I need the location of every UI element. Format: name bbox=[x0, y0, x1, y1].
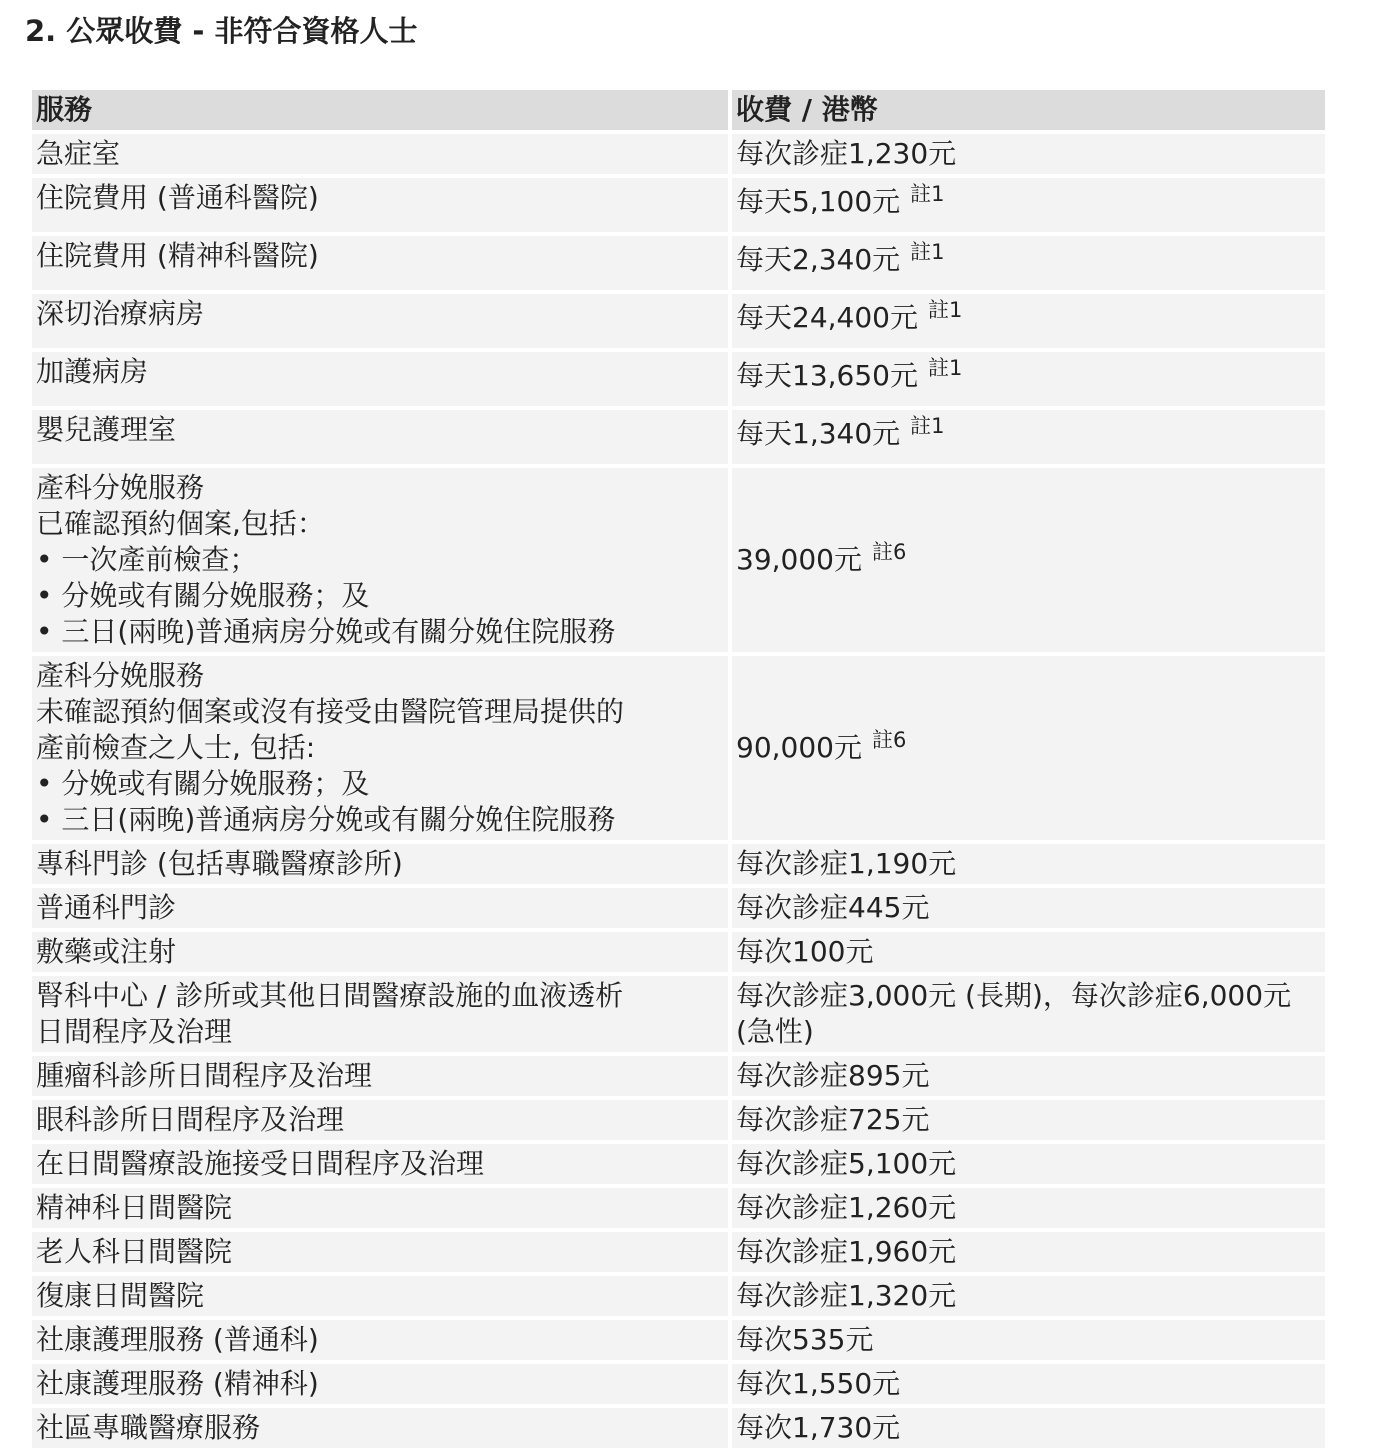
service-cell bbox=[32, 1056, 728, 1096]
service-cell bbox=[32, 932, 728, 972]
fee-cell bbox=[732, 178, 1325, 232]
fee-cell bbox=[732, 656, 1325, 840]
fee-cell bbox=[732, 352, 1325, 406]
table-body bbox=[32, 134, 1325, 1448]
service-cell bbox=[32, 844, 728, 884]
service-line: 社康護理服務 (精神科) bbox=[36, 1367, 319, 1400]
column-header-service: 服務 bbox=[32, 90, 728, 130]
table-row bbox=[32, 1364, 1325, 1404]
service-cell bbox=[32, 1408, 728, 1448]
footnote-marker: 註6 bbox=[871, 727, 907, 752]
fee-cell bbox=[732, 236, 1325, 290]
fee-value: 39,000元 bbox=[736, 543, 862, 576]
table-row bbox=[32, 134, 1325, 174]
service-line: 復康日間醫院 bbox=[36, 1279, 205, 1312]
service-cell bbox=[32, 1364, 728, 1404]
service-cell bbox=[32, 294, 728, 348]
service-line: 住院費用 (精神科醫院) bbox=[36, 239, 319, 272]
service-line: 社區專職醫療服務 bbox=[36, 1411, 261, 1444]
service-cell bbox=[32, 976, 728, 1052]
service-cell bbox=[32, 236, 728, 290]
service-line: 產科分娩服務 bbox=[36, 471, 205, 504]
service-cell bbox=[32, 888, 728, 928]
footnote-marker: 註6 bbox=[871, 539, 907, 564]
service-cell bbox=[32, 1320, 728, 1360]
service-line: • 三日(兩晚)普通病房分娩或有關分娩住院服務 bbox=[36, 615, 616, 648]
service-line: 嬰兒護理室 bbox=[36, 413, 177, 446]
fee-value: 每次1,730元 bbox=[736, 1411, 901, 1444]
fee-cell bbox=[732, 844, 1325, 884]
table-row bbox=[32, 1144, 1325, 1184]
service-line: 產前檢查之人士, 包括: bbox=[36, 731, 316, 764]
service-cell bbox=[32, 1276, 728, 1316]
table-row bbox=[32, 1232, 1325, 1272]
service-line: 住院費用 (普通科醫院) bbox=[36, 181, 319, 214]
footnote-marker: 註1 bbox=[927, 355, 963, 380]
fee-value: 每次診症3,000元 (長期)，每次診症6,000元 (急性) bbox=[736, 979, 1292, 1048]
fee-value: 每天2,340元 bbox=[736, 243, 901, 276]
service-cell bbox=[32, 134, 728, 174]
service-cell bbox=[32, 468, 728, 652]
table-row bbox=[32, 1100, 1325, 1140]
service-line: 專科門診 (包括專職醫療診所) bbox=[36, 847, 403, 880]
table-row bbox=[32, 1188, 1325, 1228]
table-row bbox=[32, 236, 1325, 290]
service-cell bbox=[32, 1188, 728, 1228]
table-row bbox=[32, 410, 1325, 464]
fee-cell bbox=[732, 294, 1325, 348]
footnote-marker: 註1 bbox=[927, 297, 963, 322]
fee-value: 每天1,340元 bbox=[736, 417, 901, 450]
fee-value: 每次診症895元 bbox=[736, 1059, 930, 1092]
footnote-marker: 註1 bbox=[910, 239, 945, 264]
fee-cell bbox=[732, 1364, 1325, 1404]
table-row bbox=[32, 468, 1325, 652]
service-cell bbox=[32, 656, 728, 840]
fee-value: 每次診症725元 bbox=[736, 1103, 930, 1136]
fee-cell bbox=[732, 888, 1325, 928]
service-cell bbox=[32, 1144, 728, 1184]
fee-cell bbox=[732, 932, 1325, 972]
service-line: 腎科中心 / 診所或其他日間醫療設施的血液透析 bbox=[36, 979, 624, 1012]
fee-cell bbox=[732, 468, 1325, 652]
fee-table bbox=[28, 86, 1329, 1452]
service-cell bbox=[32, 1100, 728, 1140]
fee-cell bbox=[732, 134, 1325, 174]
table-row bbox=[32, 1056, 1325, 1096]
fee-cell bbox=[732, 1320, 1325, 1360]
fee-value: 每次診症1,320元 bbox=[736, 1279, 957, 1312]
service-line: • 一次產前檢查； bbox=[36, 543, 258, 576]
service-line: 日間程序及治理 bbox=[36, 1015, 233, 1048]
fee-value: 每次診症1,230元 bbox=[736, 137, 957, 170]
service-line: 深切治療病房 bbox=[36, 297, 205, 330]
service-line: 未確認預約個案或沒有接受由醫院管理局提供的 bbox=[36, 695, 625, 728]
service-line: 精神科日間醫院 bbox=[36, 1191, 233, 1224]
fee-value: 90,000元 bbox=[736, 731, 862, 764]
service-line: 已確認預約個案,包括： bbox=[36, 507, 325, 540]
service-line: • 分娩或有關分娩服務；及 bbox=[36, 767, 370, 800]
fee-value: 每次535元 bbox=[736, 1323, 874, 1356]
fee-cell bbox=[732, 1144, 1325, 1184]
fee-value: 每次診症1,190元 bbox=[736, 847, 957, 880]
fee-value: 每天5,100元 bbox=[736, 185, 901, 218]
table-row bbox=[32, 178, 1325, 232]
table-row bbox=[32, 844, 1325, 884]
service-line: 加護病房 bbox=[36, 355, 149, 388]
service-line: 普通科門診 bbox=[36, 891, 177, 924]
service-line: 老人科日間醫院 bbox=[36, 1235, 233, 1268]
fee-value: 每次1,550元 bbox=[736, 1367, 901, 1400]
service-line: 社康護理服務 (普通科) bbox=[36, 1323, 319, 1356]
table-row bbox=[32, 1320, 1325, 1360]
fee-value: 每次診症1,960元 bbox=[736, 1235, 957, 1268]
fee-cell bbox=[732, 1188, 1325, 1228]
fee-value: 每天24,400元 bbox=[736, 301, 918, 334]
service-line: 腫瘤科診所日間程序及治理 bbox=[36, 1059, 373, 1092]
service-line: 產科分娩服務 bbox=[36, 659, 205, 692]
service-line: 在日間醫療設施接受日間程序及治理 bbox=[36, 1147, 485, 1180]
fee-cell bbox=[732, 1276, 1325, 1316]
table-row bbox=[32, 888, 1325, 928]
service-line: 敷藥或注射 bbox=[36, 935, 177, 968]
table-row bbox=[32, 352, 1325, 406]
service-cell bbox=[32, 178, 728, 232]
fee-cell bbox=[732, 1056, 1325, 1096]
fee-value: 每天13,650元 bbox=[736, 359, 918, 392]
page-title: 2. 公眾收費 - 非符合資格人士 bbox=[25, 14, 418, 48]
fee-value: 每次診症445元 bbox=[736, 891, 930, 924]
fee-value: 每次診症5,100元 bbox=[736, 1147, 957, 1180]
service-line: • 分娩或有關分娩服務；及 bbox=[36, 579, 370, 612]
fee-value: 每次100元 bbox=[736, 935, 874, 968]
service-cell bbox=[32, 410, 728, 464]
service-cell bbox=[32, 352, 728, 406]
fee-cell bbox=[732, 1100, 1325, 1140]
service-line: 急症室 bbox=[36, 137, 121, 170]
fee-cell bbox=[732, 410, 1325, 464]
fee-cell bbox=[732, 1232, 1325, 1272]
service-line: 眼科診所日間程序及治理 bbox=[36, 1103, 345, 1136]
fee-cell bbox=[732, 976, 1325, 1052]
table-row bbox=[32, 976, 1325, 1052]
table-row bbox=[32, 932, 1325, 972]
table-row bbox=[32, 294, 1325, 348]
table-row bbox=[32, 1276, 1325, 1316]
footnote-marker: 註1 bbox=[910, 413, 945, 438]
footnote-marker: 註1 bbox=[910, 181, 945, 206]
fee-cell bbox=[732, 1408, 1325, 1448]
service-cell bbox=[32, 1232, 728, 1272]
table-row bbox=[32, 1408, 1325, 1448]
table-row bbox=[32, 656, 1325, 840]
service-line: • 三日(兩晚)普通病房分娩或有關分娩住院服務 bbox=[36, 803, 616, 836]
column-header-fee: 收費 / 港幣 bbox=[732, 90, 1325, 130]
fee-value: 每次診症1,260元 bbox=[736, 1191, 957, 1224]
table-header-row bbox=[32, 90, 1325, 130]
